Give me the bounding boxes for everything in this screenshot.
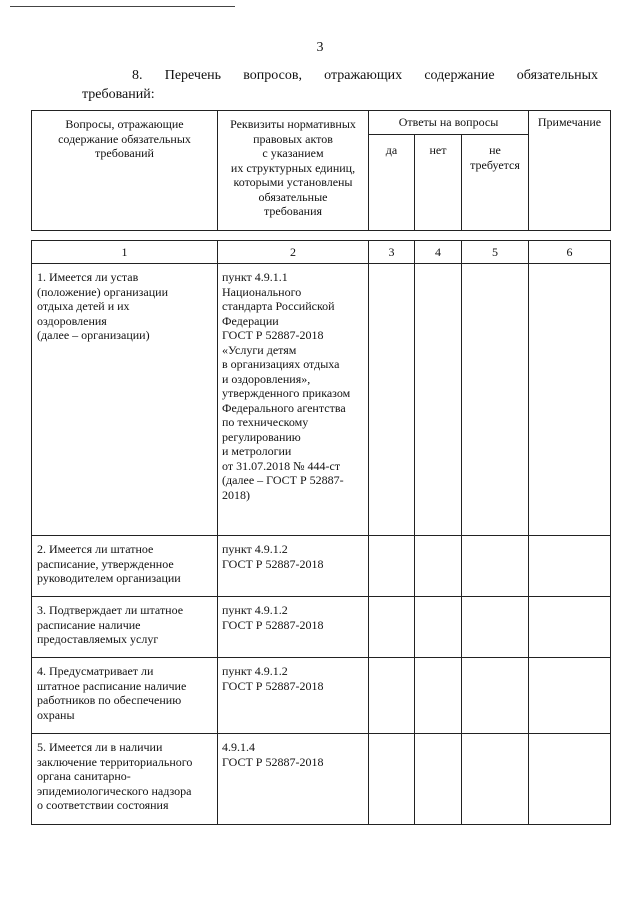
answer-no-cell[interactable]: [415, 536, 462, 597]
column-number-row: [32, 241, 611, 264]
col-header-answers: Ответы на вопросы: [369, 111, 529, 135]
answer-not-required-cell[interactable]: [462, 264, 529, 536]
answer-no-cell[interactable]: [415, 264, 462, 536]
answer-not-required-cell[interactable]: [462, 734, 529, 825]
col-header-note: Примечание: [529, 111, 611, 231]
reference-cell: 4.9.1.4 ГОСТ Р 52887-2018: [218, 734, 369, 825]
top-rule: [10, 6, 235, 7]
answer-yes-cell[interactable]: [369, 734, 415, 825]
column-number: 1: [32, 241, 218, 264]
column-number: 4: [415, 241, 462, 264]
answer-yes-cell[interactable]: [369, 264, 415, 536]
answer-no-cell[interactable]: [415, 658, 462, 734]
column-number: 2: [218, 241, 369, 264]
column-number: 6: [529, 241, 611, 264]
table-row: [32, 658, 611, 734]
reference-cell: пункт 4.9.1.2 ГОСТ Р 52887-2018: [218, 597, 369, 658]
reference-cell: пункт 4.9.1.2 ГОСТ Р 52887-2018: [218, 536, 369, 597]
note-cell[interactable]: [529, 734, 611, 825]
col-header-yes: да: [369, 135, 415, 231]
table-row: [32, 597, 611, 658]
col-header-no: нет: [415, 135, 462, 231]
question-cell: 2. Имеется ли штатное расписание, утвержденное руководителем организации: [32, 536, 218, 597]
table-row: [32, 264, 611, 536]
answer-no-cell[interactable]: [415, 597, 462, 658]
col-header-questions: Вопросы, отражающие содержание обязательных требований: [32, 111, 218, 231]
answer-not-required-cell[interactable]: [462, 536, 529, 597]
page-number: 3: [316, 40, 324, 55]
answer-not-required-cell[interactable]: [462, 658, 529, 734]
reference-cell: пункт 4.9.1.2 ГОСТ Р 52887-2018: [218, 658, 369, 734]
col-header-requisites: Реквизиты нормативных правовых актов с указанием их структурных единиц, которыми установлены обязательные требования: [218, 111, 369, 231]
col-header-not-required: не требуется: [462, 135, 529, 231]
answer-not-required-cell[interactable]: [462, 597, 529, 658]
question-cell: 1. Имеется ли устав (положение) организации отдыха детей и их оздоровления (далее – организации): [32, 264, 218, 536]
section-heading: 8. Перечень вопросов, отражающих содержание обязательных: [132, 68, 598, 83]
answer-yes-cell[interactable]: [369, 658, 415, 734]
table-row: [32, 536, 611, 597]
table-row: [32, 734, 611, 825]
reference-cell: пункт 4.9.1.1 Национального стандарта Российской Федерации ГОСТ Р 52887-2018 «Услуги детям в организациях отдыха и оздоровления», утвержденного приказом Федерального агентства по техническому регулированию и метрологии от 31.07.2018 № 444-ст (далее – ГОСТ Р 52887- 2018): [218, 264, 369, 536]
question-cell: 4. Предусматривает ли штатное расписание наличие работников по обеспечению охраны: [32, 658, 218, 734]
answer-yes-cell[interactable]: [369, 597, 415, 658]
section-heading-cont: требований:: [82, 87, 155, 102]
note-cell[interactable]: [529, 264, 611, 536]
note-cell[interactable]: [529, 658, 611, 734]
note-cell[interactable]: [529, 597, 611, 658]
question-cell: 5. Имеется ли в наличии заключение территориального органа санитарно- эпидемиологического надзора о соответствии состояния: [32, 734, 218, 825]
note-cell[interactable]: [529, 536, 611, 597]
question-cell: 3. Подтверждает ли штатное расписание наличие предоставляемых услуг: [32, 597, 218, 658]
answer-yes-cell[interactable]: [369, 536, 415, 597]
header-table: [31, 110, 611, 231]
column-number: 5: [462, 241, 529, 264]
requirements-table: [31, 240, 611, 825]
answer-no-cell[interactable]: [415, 734, 462, 825]
column-number: 3: [369, 241, 415, 264]
